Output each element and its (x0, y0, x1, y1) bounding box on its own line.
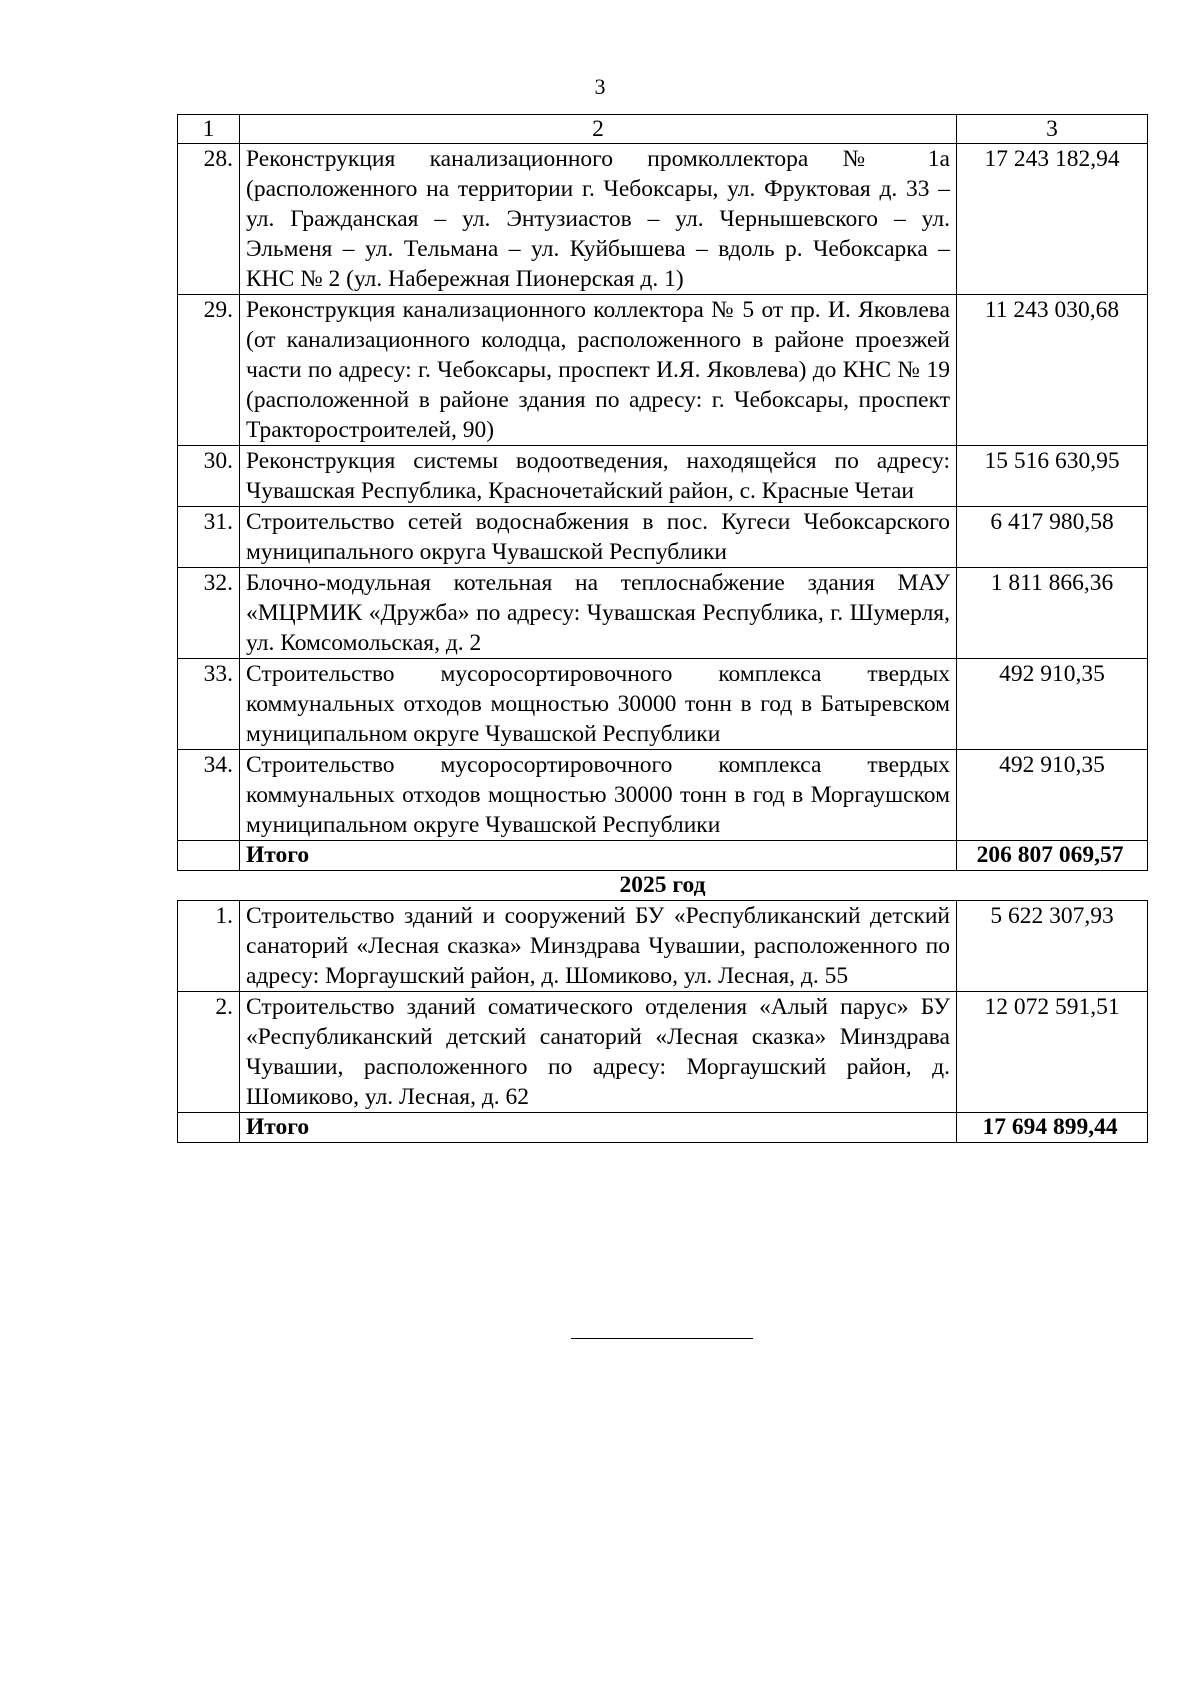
total-amount: 206 807 069,57 (957, 841, 1148, 871)
row-description: Блочно-модульная котельная на теплоснабжение здания МАУ «МЦРМИК «Дружба» по адресу: Чувашская Республика, г. Шумерля, ул. Комсомольская, д. 2 (240, 568, 957, 659)
row-number: 29. (178, 295, 240, 446)
year-heading: 2025 год (178, 871, 1148, 901)
row-description: Строительство зданий соматического отделения «Алый парус» БУ «Республиканский детский санаторий «Лесная сказка» Минздрава Чувашии, расположенного по адресу: Моргаушский район, д. Шомиково, ул. Лесная, д. 62 (240, 992, 957, 1113)
table-row (178, 446, 1148, 507)
row-description: Реконструкция канализационного коллектора № 5 от пр. И. Яковлева (от канализационного колодца, расположенного в районе проезжей части по адресу: г. Чебоксары, проспект И.Я. Яковлева) до КНС № 19 (расположенной в районе здания по адресу: г. Чебоксары, проспект Тракторостроителей, 90) (240, 295, 957, 446)
row-amount: 12 072 591,51 (957, 992, 1148, 1113)
end-divider (571, 1338, 753, 1339)
total-amount: 17 694 899,44 (957, 1113, 1148, 1143)
page-number: 3 (594, 74, 606, 99)
header-col-2: 2 (240, 115, 957, 144)
total-label: Итого (240, 841, 957, 871)
table-row (178, 901, 1148, 992)
total-number-cell (178, 841, 240, 871)
row-number: 34. (178, 750, 240, 841)
table-header-row (178, 115, 1148, 144)
row-amount: 492 910,35 (957, 659, 1148, 750)
row-amount: 11 243 030,68 (957, 295, 1148, 446)
row-number: 33. (178, 659, 240, 750)
year-section-row (178, 871, 1148, 901)
table-row (178, 568, 1148, 659)
row-description: Реконструкция канализационного промколлектора № 1а (расположенного на территории г. Чебоксары, ул. Фруктовая д. 33 – ул. Гражданская – ул. Энтузиастов – ул. Чернышевского – ул. Эльменя – ул. Тельмана – ул. Куйбышева – вдоль р. Чебоксарка – КНС № 2 (ул. Набережная Пионерская д. 1) (240, 144, 957, 295)
row-description: Строительство сетей водоснабжения в пос. Кугеси Чебоксарского муниципального округа Чувашской Республики (240, 507, 957, 568)
row-description: Строительство зданий и сооружений БУ «Республиканский детский санаторий «Лесная сказка» Минздрава Чувашии, расположенного по адресу: Моргаушский район, д. Шомиково, ул. Лесная, д. 55 (240, 901, 957, 992)
total-number-cell (178, 1113, 240, 1143)
row-number: 2. (178, 992, 240, 1113)
table-row (178, 659, 1148, 750)
row-amount: 492 910,35 (957, 750, 1148, 841)
row-amount: 1 811 866,36 (957, 568, 1148, 659)
row-amount: 5 622 307,93 (957, 901, 1148, 992)
table-row (178, 295, 1148, 446)
table-row (178, 507, 1148, 568)
row-number: 28. (178, 144, 240, 295)
budget-table (177, 114, 1148, 1143)
total-row (178, 841, 1148, 871)
row-description: Реконструкция системы водоотведения, находящейся по адресу: Чувашская Республика, Красночетайский район, с. Красные Четаи (240, 446, 957, 507)
row-amount: 15 516 630,95 (957, 446, 1148, 507)
row-amount: 17 243 182,94 (957, 144, 1148, 295)
total-row (178, 1113, 1148, 1143)
table-row (178, 750, 1148, 841)
row-number: 32. (178, 568, 240, 659)
row-amount: 6 417 980,58 (957, 507, 1148, 568)
header-col-1: 1 (178, 115, 240, 144)
row-number: 1. (178, 901, 240, 992)
total-label: Итого (240, 1113, 957, 1143)
table-row (178, 992, 1148, 1113)
header-col-3: 3 (957, 115, 1148, 144)
row-description: Строительство мусоросортировочного комплекса твердых коммунальных отходов мощностью 30000 тонн в год в Моргаушском муниципальном округе Чувашской Республики (240, 750, 957, 841)
row-number: 31. (178, 507, 240, 568)
row-number: 30. (178, 446, 240, 507)
table-row (178, 144, 1148, 295)
row-description: Строительство мусоросортировочного комплекса твердых коммунальных отходов мощностью 30000 тонн в год в Батыревском муниципальном округе Чувашской Республики (240, 659, 957, 750)
